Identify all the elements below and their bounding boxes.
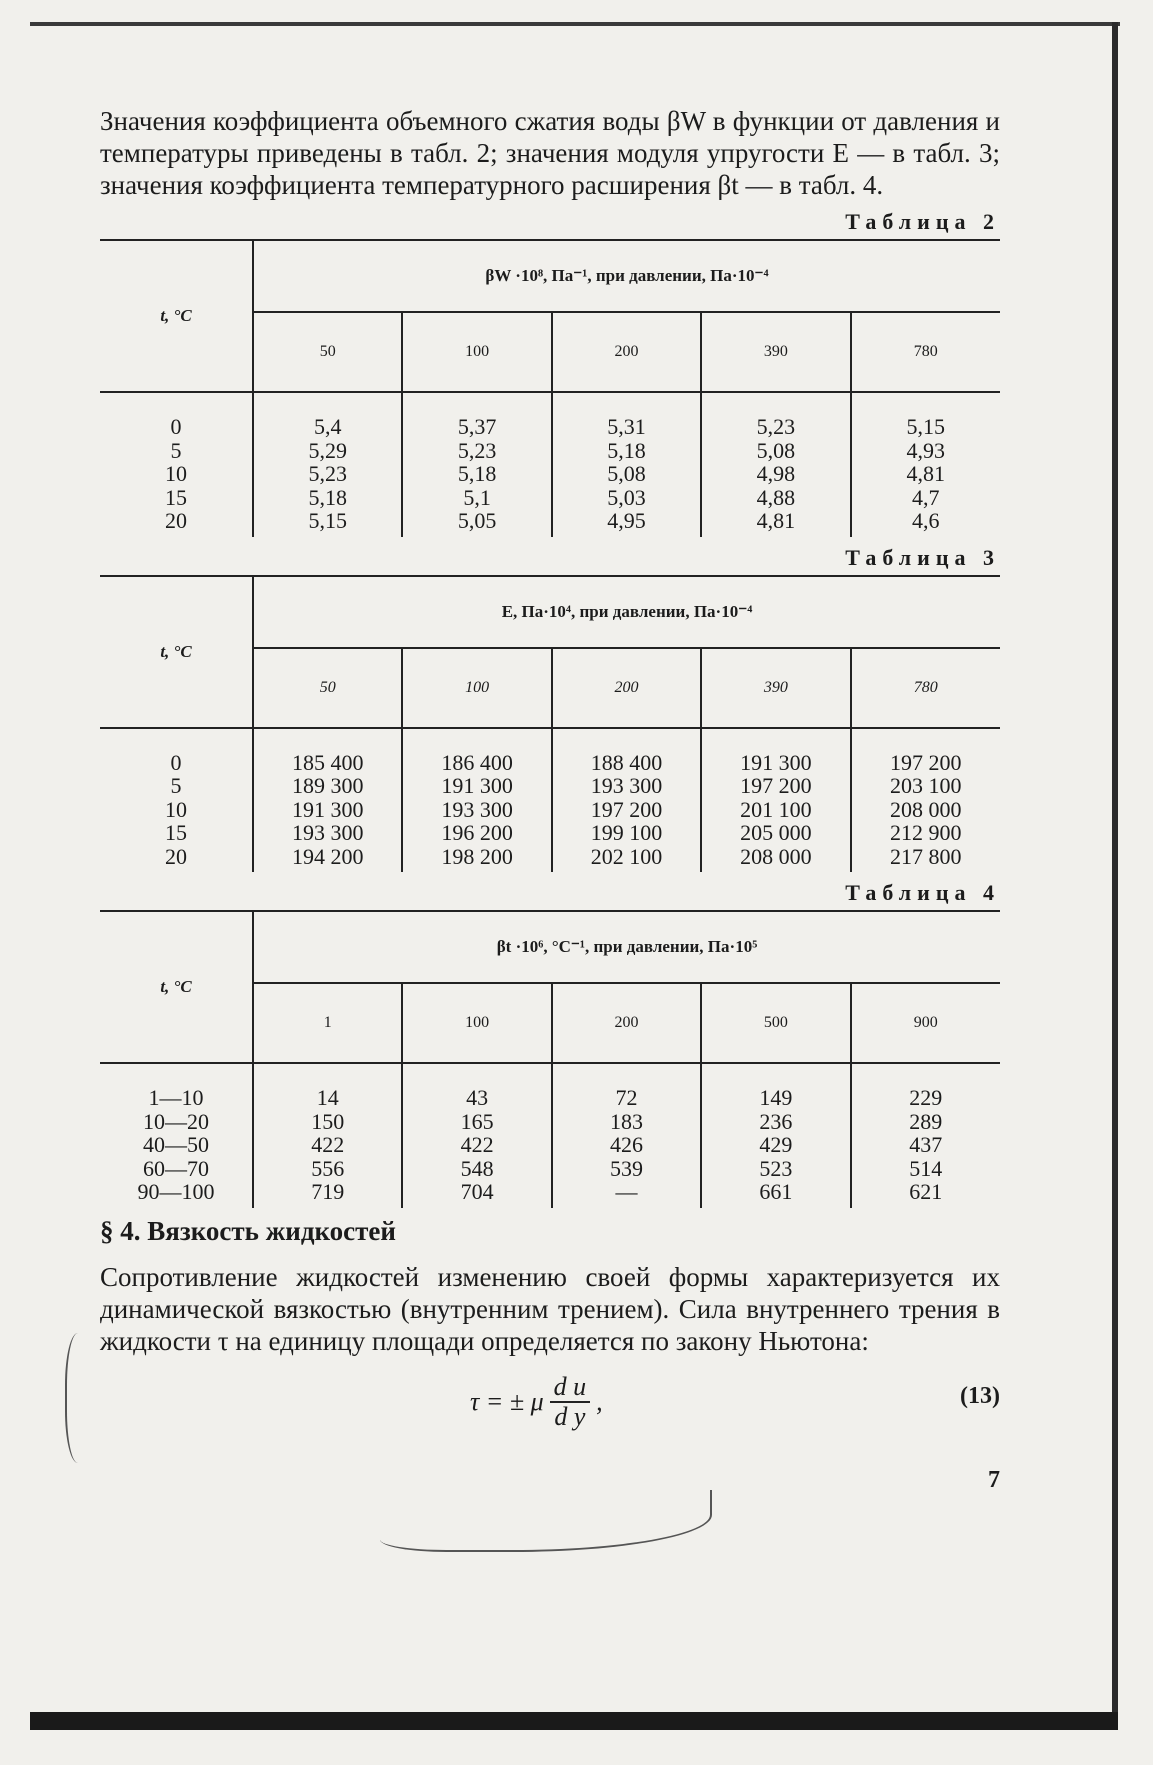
table4-pressure-header: 500: [701, 983, 850, 1063]
table3-pressure-header: 100: [402, 648, 551, 728]
table2-column-values: 5,31 5,18 5,08 5,03 4,95: [552, 392, 701, 537]
page-content: [100, 105, 1000, 1493]
page-edge-right: [1112, 22, 1118, 1722]
table4-t-header: t, °С: [100, 911, 253, 1063]
table4: [100, 910, 1000, 1208]
page-edge-top: [30, 22, 1120, 26]
table2-body-row: [100, 392, 1000, 537]
newton-formula: [470, 1373, 603, 1431]
table4-column-values: 43 165 422 548 704: [402, 1063, 551, 1208]
section-paragraph: Сопротивление жидкостей изменению своей формы характеризуется их динамической вязкостью (внутренним трением). Сила внутреннего трения в жидкости τ на единицу площади определяется по закону Ньютона:: [100, 1261, 1000, 1356]
table4-group-header: βt ·10⁶, °С⁻¹, при давлении, Па·10⁵: [253, 911, 1000, 983]
intro-paragraph: Значения коэффициента объемного сжатия воды βW в функции от давления и температуры приведены в табл. 2; значения модуля упругости E — в табл. 3; значения коэффициента температурного расширения βt — в табл. 4.: [100, 106, 1000, 200]
table3-group-header: E, Па·10⁴, при давлении, Па·10⁻⁴: [253, 576, 1000, 648]
table2-pressure-header: 50: [253, 312, 402, 392]
table4-body-row: [100, 1063, 1000, 1208]
equation-number: (13): [960, 1382, 1000, 1409]
table3-t-values: 0 5 10 15 20: [100, 728, 253, 873]
table4-column-values: 72 183 426 539 —: [552, 1063, 701, 1208]
table2: [100, 239, 1000, 537]
pencil-underline-mark: [380, 1490, 712, 1552]
table3-pressure-header: 200: [552, 648, 701, 728]
table3-pressure-header: 780: [851, 648, 1000, 728]
table3-column-values: 197 200 203 100 208 000 212 900 217 800: [890, 749, 962, 869]
table3-column-values: 188 400 193 300 197 200 199 100 202 100: [552, 728, 701, 873]
table4-caption: Таблица 4: [845, 880, 1000, 905]
table3-column-values: 185 400 189 300 191 300 193 300 194 200: [253, 728, 402, 873]
table4-column-values: 149 236 429 523 661: [701, 1063, 850, 1208]
formula-lhs: τ = ± μ: [470, 1386, 544, 1416]
section-title: § 4. Вязкость жидкостей: [100, 1215, 396, 1246]
table2-group-header: βW ·10⁸, Па⁻¹, при давлении, Па·10⁻⁴: [253, 240, 1000, 312]
table3: [100, 575, 1000, 873]
table2-column-values: 5,37 5,23 5,18 5,1 5,05: [402, 392, 551, 537]
table3-pressure-header: 390: [701, 648, 850, 728]
table3-caption: Таблица 3: [845, 544, 1000, 570]
table2-column-values: 5,15 4,93 4,81 4,7 4,6: [906, 414, 946, 533]
table3-column-values: 191 300 197 200 201 100 205 000 208 000: [701, 728, 850, 873]
table2-t-values: 0 5 10 15 20: [100, 392, 253, 537]
formula-row: [100, 1367, 1000, 1493]
table4-column-values: 229 289 437 514 621: [909, 1085, 943, 1204]
table2-column-values: 5,4 5,29 5,23 5,18 5,15: [253, 392, 402, 537]
table4-pressure-header: 900: [851, 983, 1000, 1063]
pencil-bracket-mark: [65, 1333, 97, 1463]
formula-numerator: d u: [550, 1373, 591, 1403]
table3-t-header: t, °С: [100, 576, 253, 728]
table2-pressure-header: 390: [701, 312, 850, 392]
formula-denominator: d y: [554, 1401, 586, 1431]
page-number: 7: [988, 1466, 1000, 1493]
table2-caption: Таблица 2: [845, 209, 1000, 234]
table2-pressure-header: 200: [552, 312, 701, 392]
table4-pressure-header: 200: [552, 983, 701, 1063]
formula-trail: ,: [596, 1386, 603, 1416]
table3-body-row: [100, 728, 1000, 873]
table4-pressure-header: 1: [253, 983, 402, 1063]
table4-pressure-header: 100: [402, 983, 551, 1063]
table2-t-header: t, °С: [100, 240, 253, 392]
table4-column-values: 14 150 422 556 719: [253, 1063, 402, 1208]
table2-column-values: 5,23 5,08 4,98 4,88 4,81: [701, 392, 850, 537]
table2-pressure-header: 780: [851, 312, 1000, 392]
formula-fraction: [550, 1373, 591, 1431]
page-edge-bottom: [30, 1712, 1118, 1730]
table2-pressure-header: 100: [402, 312, 551, 392]
table3-column-values: 186 400 191 300 193 300 196 200 198 200: [402, 728, 551, 873]
table3-pressure-header: 50: [253, 648, 402, 728]
table4-t-values: 1—10 10—20 40—50 60—70 90—100: [100, 1063, 253, 1208]
